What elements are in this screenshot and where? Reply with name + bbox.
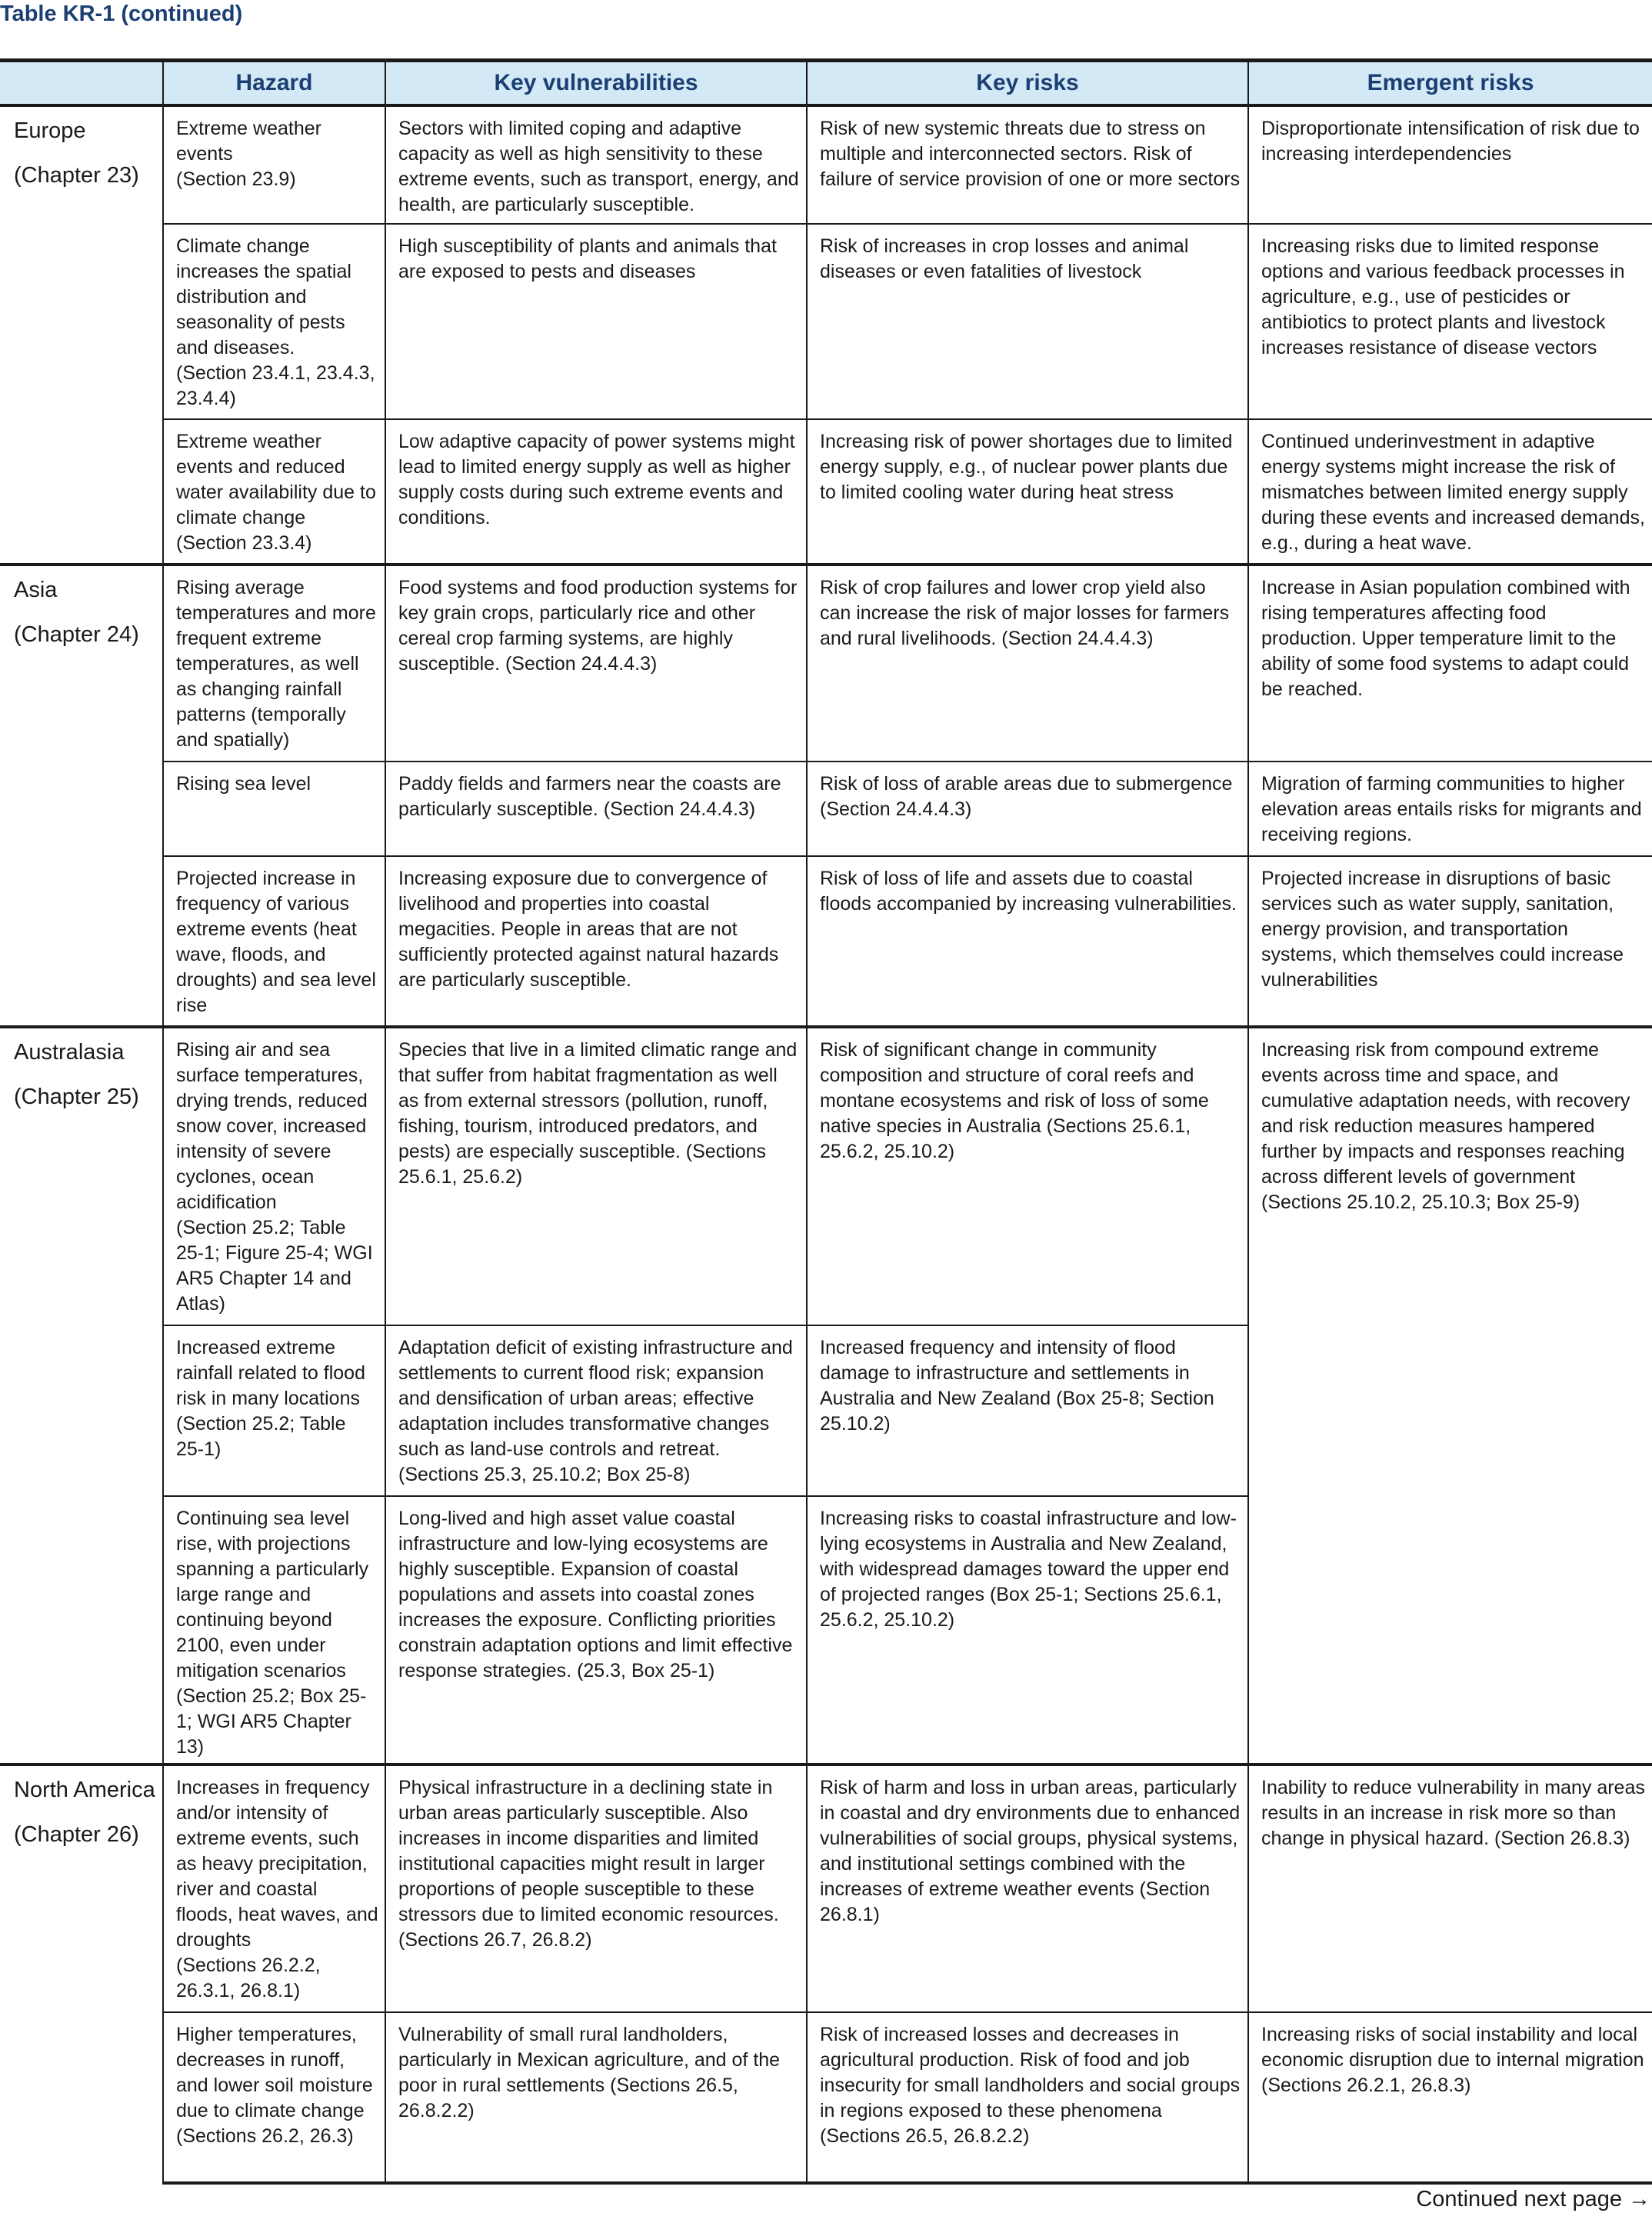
emergent-cell: Projected increase in disruptions of basic services such as water supply, sanitation, energy provision, and transportation systems, which themselves could increase vulnerabilities <box>1248 856 1652 1027</box>
risk-cell: Increasing risks to coastal infrastructure and low-lying ecosystems in Australia and New Zealand, with widespread damages toward the upper end of projected ranges (Box 25-1; Sections 25.6.1, 25.6.2, 25.10.2) <box>807 1496 1248 1765</box>
header-region <box>0 61 163 106</box>
table-row <box>0 224 1652 419</box>
region-europe <box>0 105 163 565</box>
table-row <box>0 762 1652 856</box>
emergent-cell: Increase in Asian population combined with rising temperatures affecting food production. Upper temperature limit to the ability of some food systems to adapt could be reached. <box>1248 565 1652 762</box>
vulnerability-cell: Adaptation deficit of existing infrastructure and settlements to current flood risk; expansion and densification of urban areas; effective adaptation includes transformative changes such as land-use controls and retreat. (Sections 25.3, 25.10.2; Box 25-8) <box>385 1325 807 1496</box>
risk-cell: Risk of new systemic threats due to stress on multiple and interconnected sectors. Risk of failure of service provision of one or more sectors <box>807 105 1248 224</box>
emergent-cell: Increasing risks due to limited response options and various feedback processes in agriculture, e.g., use of pesticides or antibiotics to protect plants and livestock increases resistance of disease vectors <box>1248 224 1652 419</box>
table-row <box>0 419 1652 565</box>
table-caption: Table KR-1 (continued) <box>0 2 243 26</box>
emergent-cell: Increasing risks of social instability and local economic disruption due to internal migration (Sections 26.2.1, 26.8.3) <box>1248 2012 1652 2183</box>
region-australasia <box>0 1027 163 1765</box>
hazard-cell: Increased extreme rainfall related to flood risk in many locations (Section 25.2; Table 25-1) <box>163 1325 385 1496</box>
hazard-cell: Projected increase in frequency of various extreme events (heat wave, floods, and droughts) and sea level rise <box>163 856 385 1027</box>
region-chapter: (Chapter 23) <box>14 163 139 188</box>
hazard-cell: Increases in frequency and/or intensity of extreme events, such as heavy precipitation, river and coastal floods, heat waves, and droughts (Sections 26.2.2, 26.3.1, 26.8.1) <box>163 1765 385 2012</box>
continued-next-page <box>1416 2187 1650 2212</box>
hazard-cell: Higher temperatures, decreases in runoff, and lower soil moisture due to climate change (Sections 26.2, 26.3) <box>163 2012 385 2183</box>
region-chapter: (Chapter 24) <box>14 622 139 647</box>
emergent-cell: Increasing risk from compound extreme events across time and space, and cumulative adaptation needs, with recovery and risk reduction measures hampered further by impacts and responses reaching across different levels of government (Sections 25.10.2, 25.10.3; Box 25-9) <box>1248 1027 1652 1765</box>
vulnerability-cell: Long-lived and high asset value coastal infrastructure and low-lying ecosystems are highly susceptible. Expansion of coastal populations and assets into coastal zones increases the exposure. Conflicting priorities constrain adaptation options and limit effective response strategies. (25.3, Box 25-1) <box>385 1496 807 1765</box>
header-vulnerabilities: Key vulnerabilities <box>385 61 807 106</box>
emergent-cell: Inability to reduce vulnerability in many areas results in an increase in risk more so than change in physical hazard. (Section 26.8.3) <box>1248 1765 1652 2012</box>
region-name: Europe <box>14 118 86 143</box>
emergent-cell: Migration of farming communities to higher elevation areas entails risks for migrants and receiving regions. <box>1248 762 1652 856</box>
risk-cell: Risk of loss of life and assets due to coastal floods accompanied by increasing vulnerabilities. <box>807 856 1248 1027</box>
hazard-cell: Rising sea level <box>163 762 385 856</box>
region-name: North America <box>14 1778 155 1802</box>
vulnerability-cell: High susceptibility of plants and animals that are exposed to pests and diseases <box>385 224 807 419</box>
emergent-cell: Disproportionate intensification of risk due to increasing interdependencies <box>1248 105 1652 224</box>
risk-cell: Risk of harm and loss in urban areas, particularly in coastal and dry environments due to enhanced vulnerabilities of social groups, physical systems, and institutional settings combined with the increases of extreme weather events (Section 26.8.1) <box>807 1765 1248 2012</box>
table-row <box>0 2012 1652 2183</box>
vulnerability-cell: Vulnerability of small rural landholders, particularly in Mexican agriculture, and of the poor in rural settlements (Sections 26.5, 26.8.2.2) <box>385 2012 807 2183</box>
risk-cell: Risk of increased losses and decreases in agricultural production. Risk of food and job insecurity for small landholders and social groups in regions exposed to these phenomena (Sections 26.5, 26.8.2.2) <box>807 2012 1248 2183</box>
hazard-cell: Climate change increases the spatial distribution and seasonality of pests and diseases. (Section 23.4.1, 23.4.3, 23.4.4) <box>163 224 385 419</box>
table-row <box>0 1765 1652 2012</box>
risk-cell: Risk of crop failures and lower crop yield also can increase the risk of major losses for farmers and rural livelihoods. (Section 24.4.4.3) <box>807 565 1248 762</box>
hazard-cell: Rising average temperatures and more frequent extreme temperatures, as well as changing rainfall patterns (temporally and spatially) <box>163 565 385 762</box>
region-north-america <box>0 1765 163 2183</box>
header-risks: Key risks <box>807 61 1248 106</box>
header-row <box>0 61 1652 106</box>
table-row <box>0 1027 1652 1325</box>
region-name: Asia <box>14 578 58 602</box>
hazard-cell: Continuing sea level rise, with projections spanning a particularly large range and continuing beyond 2100, even under mitigation scenarios (Section 25.2; Box 25-1; WGI AR5 Chapter 13) <box>163 1496 385 1765</box>
hazard-cell: Extreme weather events and reduced water availability due to climate change (Section 23.3.4) <box>163 419 385 565</box>
risk-cell: Increased frequency and intensity of flood damage to infrastructure and settlements in Australia and New Zealand (Box 25-8; Section 25.10.2) <box>807 1325 1248 1496</box>
risk-cell: Risk of increases in crop losses and animal diseases or even fatalities of livestock <box>807 224 1248 419</box>
region-chapter: (Chapter 26) <box>14 1822 139 1847</box>
table-row <box>0 565 1652 762</box>
vulnerability-cell: Species that live in a limited climatic range and that suffer from habitat fragmentation as well as from external stressors (pollution, runoff, fishing, tourism, introduced predators, and pests) are especially susceptible. (Sections 25.6.1, 25.6.2) <box>385 1027 807 1325</box>
vulnerability-cell: Increasing exposure due to convergence of livelihood and properties into coastal megacities. People in areas that are not sufficiently protected against natural hazards are particularly susceptible. <box>385 856 807 1027</box>
continued-label: Continued next page <box>1416 2187 1622 2211</box>
region-name: Australasia <box>14 1040 125 1065</box>
emergent-cell: Continued underinvestment in adaptive energy systems might increase the risk of mismatches between limited energy supply during these events and increased demands, e.g., during a heat wave. <box>1248 419 1652 565</box>
risk-cell: Increasing risk of power shortages due to limited energy supply, e.g., of nuclear power plants due to limited cooling water during heat stress <box>807 419 1248 565</box>
hazard-cell: Rising air and sea surface temperatures, drying trends, reduced snow cover, increased intensity of severe cyclones, ocean acidification (Section 25.2; Table 25-1; Figure 25-4; WGI AR5 Chapter 14 and Atlas) <box>163 1027 385 1325</box>
header-hazard: Hazard <box>163 61 385 106</box>
vulnerability-cell: Physical infrastructure in a declining state in urban areas particularly susceptible. Also increases in income disparities and limited institutional capacities might result in larger proportions of people susceptible to these stressors due to limited economic resources. (Sections 26.7, 26.8.2) <box>385 1765 807 2012</box>
region-chapter: (Chapter 25) <box>14 1085 139 1109</box>
table-row <box>0 856 1652 1027</box>
risk-table <box>0 58 1652 2185</box>
risk-cell: Risk of significant change in community composition and structure of coral reefs and montane ecosystems and risk of loss of some native species in Australia (Sections 25.6.1, 25.6.2, 25.10.2) <box>807 1027 1248 1325</box>
vulnerability-cell: Food systems and food production systems for key grain crops, particularly rice and other cereal crop farming systems, are highly susceptible. (Section 24.4.4.3) <box>385 565 807 762</box>
region-asia <box>0 565 163 1027</box>
header-emergent: Emergent risks <box>1248 61 1652 106</box>
table-row <box>0 105 1652 224</box>
vulnerability-cell: Sectors with limited coping and adaptive capacity as well as high sensitivity to these extreme events, such as transport, energy, and health, are particularly susceptible. <box>385 105 807 224</box>
risk-cell: Risk of loss of arable areas due to submergence (Section 24.4.4.3) <box>807 762 1248 856</box>
hazard-cell: Extreme weather events (Section 23.9) <box>163 105 385 224</box>
arrow-right-icon: → <box>1628 2187 1650 2211</box>
vulnerability-cell: Paddy fields and farmers near the coasts are particularly susceptible. (Section 24.4.4.3) <box>385 762 807 856</box>
vulnerability-cell: Low adaptive capacity of power systems might lead to limited energy supply as well as higher supply costs during such extreme events and conditions. <box>385 419 807 565</box>
